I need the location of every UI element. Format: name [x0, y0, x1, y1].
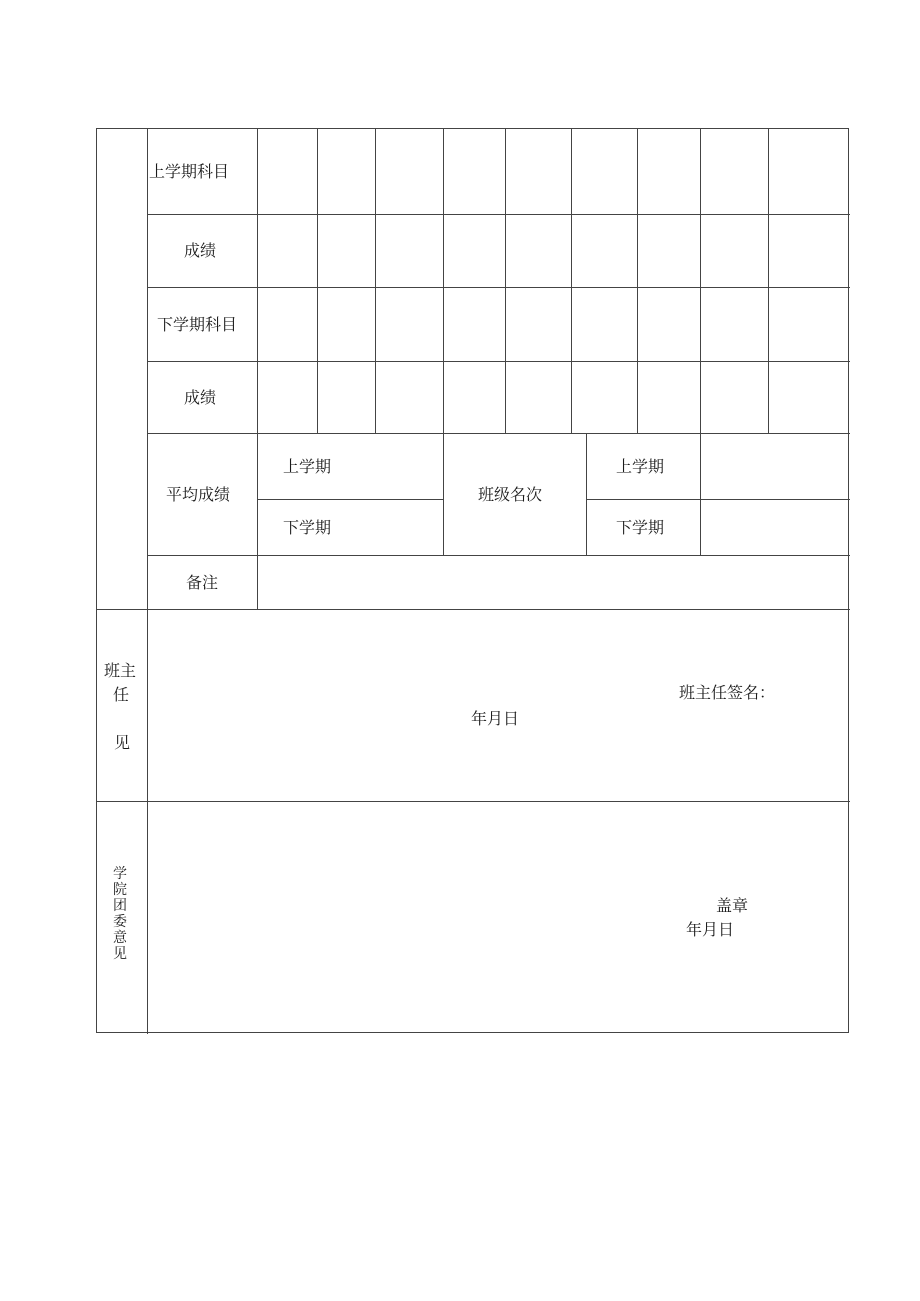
- row-divider: [147, 361, 850, 362]
- head-teacher-signature-label: 班主任签名：: [679, 683, 776, 702]
- first-semester-scores-label: 成绩: [184, 241, 217, 260]
- league-committee-label: 学院团委意见: [113, 866, 127, 962]
- score-cell[interactable]: [258, 362, 317, 433]
- ranking-second-semester-label: 下学期: [616, 518, 665, 537]
- average-second-semester-label: 下学期: [283, 518, 332, 537]
- col-divider: [768, 129, 769, 433]
- col-divider: [637, 129, 638, 433]
- col-divider: [443, 129, 444, 555]
- col-divider: [586, 433, 587, 555]
- student-record-form: [96, 128, 849, 1033]
- head-teacher-date-label: 年月日: [471, 709, 520, 728]
- second-semester-scores-label: 成绩: [184, 388, 217, 407]
- head-teacher-label-line2: 任: [113, 685, 130, 704]
- league-committee-seal-label: 盖章: [716, 896, 749, 915]
- head-teacher-label-line3: 见: [114, 733, 131, 752]
- average-first-semester-label: 上学期: [283, 457, 332, 476]
- col-divider: [571, 129, 572, 433]
- row-divider: [147, 214, 850, 215]
- col-divider: [375, 129, 376, 433]
- class-ranking-label: 班级名次: [478, 485, 543, 504]
- col-divider: [505, 129, 506, 433]
- remarks-label: 备注: [186, 573, 219, 592]
- first-semester-subjects-label: 上学期科目: [149, 162, 230, 181]
- league-committee-date-label: 年月日: [686, 920, 735, 939]
- score-cell[interactable]: [258, 288, 317, 361]
- head-teacher-label-line1: 班主: [104, 661, 137, 680]
- head-teacher-opinion-area[interactable]: [148, 610, 849, 801]
- remarks-value[interactable]: [258, 556, 849, 609]
- ranking-first-semester-label: 上学期: [616, 457, 665, 476]
- league-committee-opinion-area[interactable]: [148, 802, 849, 1033]
- col-divider: [317, 129, 318, 433]
- score-cell[interactable]: [258, 130, 317, 214]
- row-divider: [147, 287, 850, 288]
- ranking-second-value[interactable]: [701, 500, 849, 555]
- second-semester-subjects-label: 下学期科目: [157, 315, 238, 334]
- average-score-label: 平均成绩: [166, 485, 231, 504]
- row-divider: [257, 499, 443, 500]
- ranking-first-value[interactable]: [701, 434, 849, 499]
- score-cell[interactable]: [258, 215, 317, 287]
